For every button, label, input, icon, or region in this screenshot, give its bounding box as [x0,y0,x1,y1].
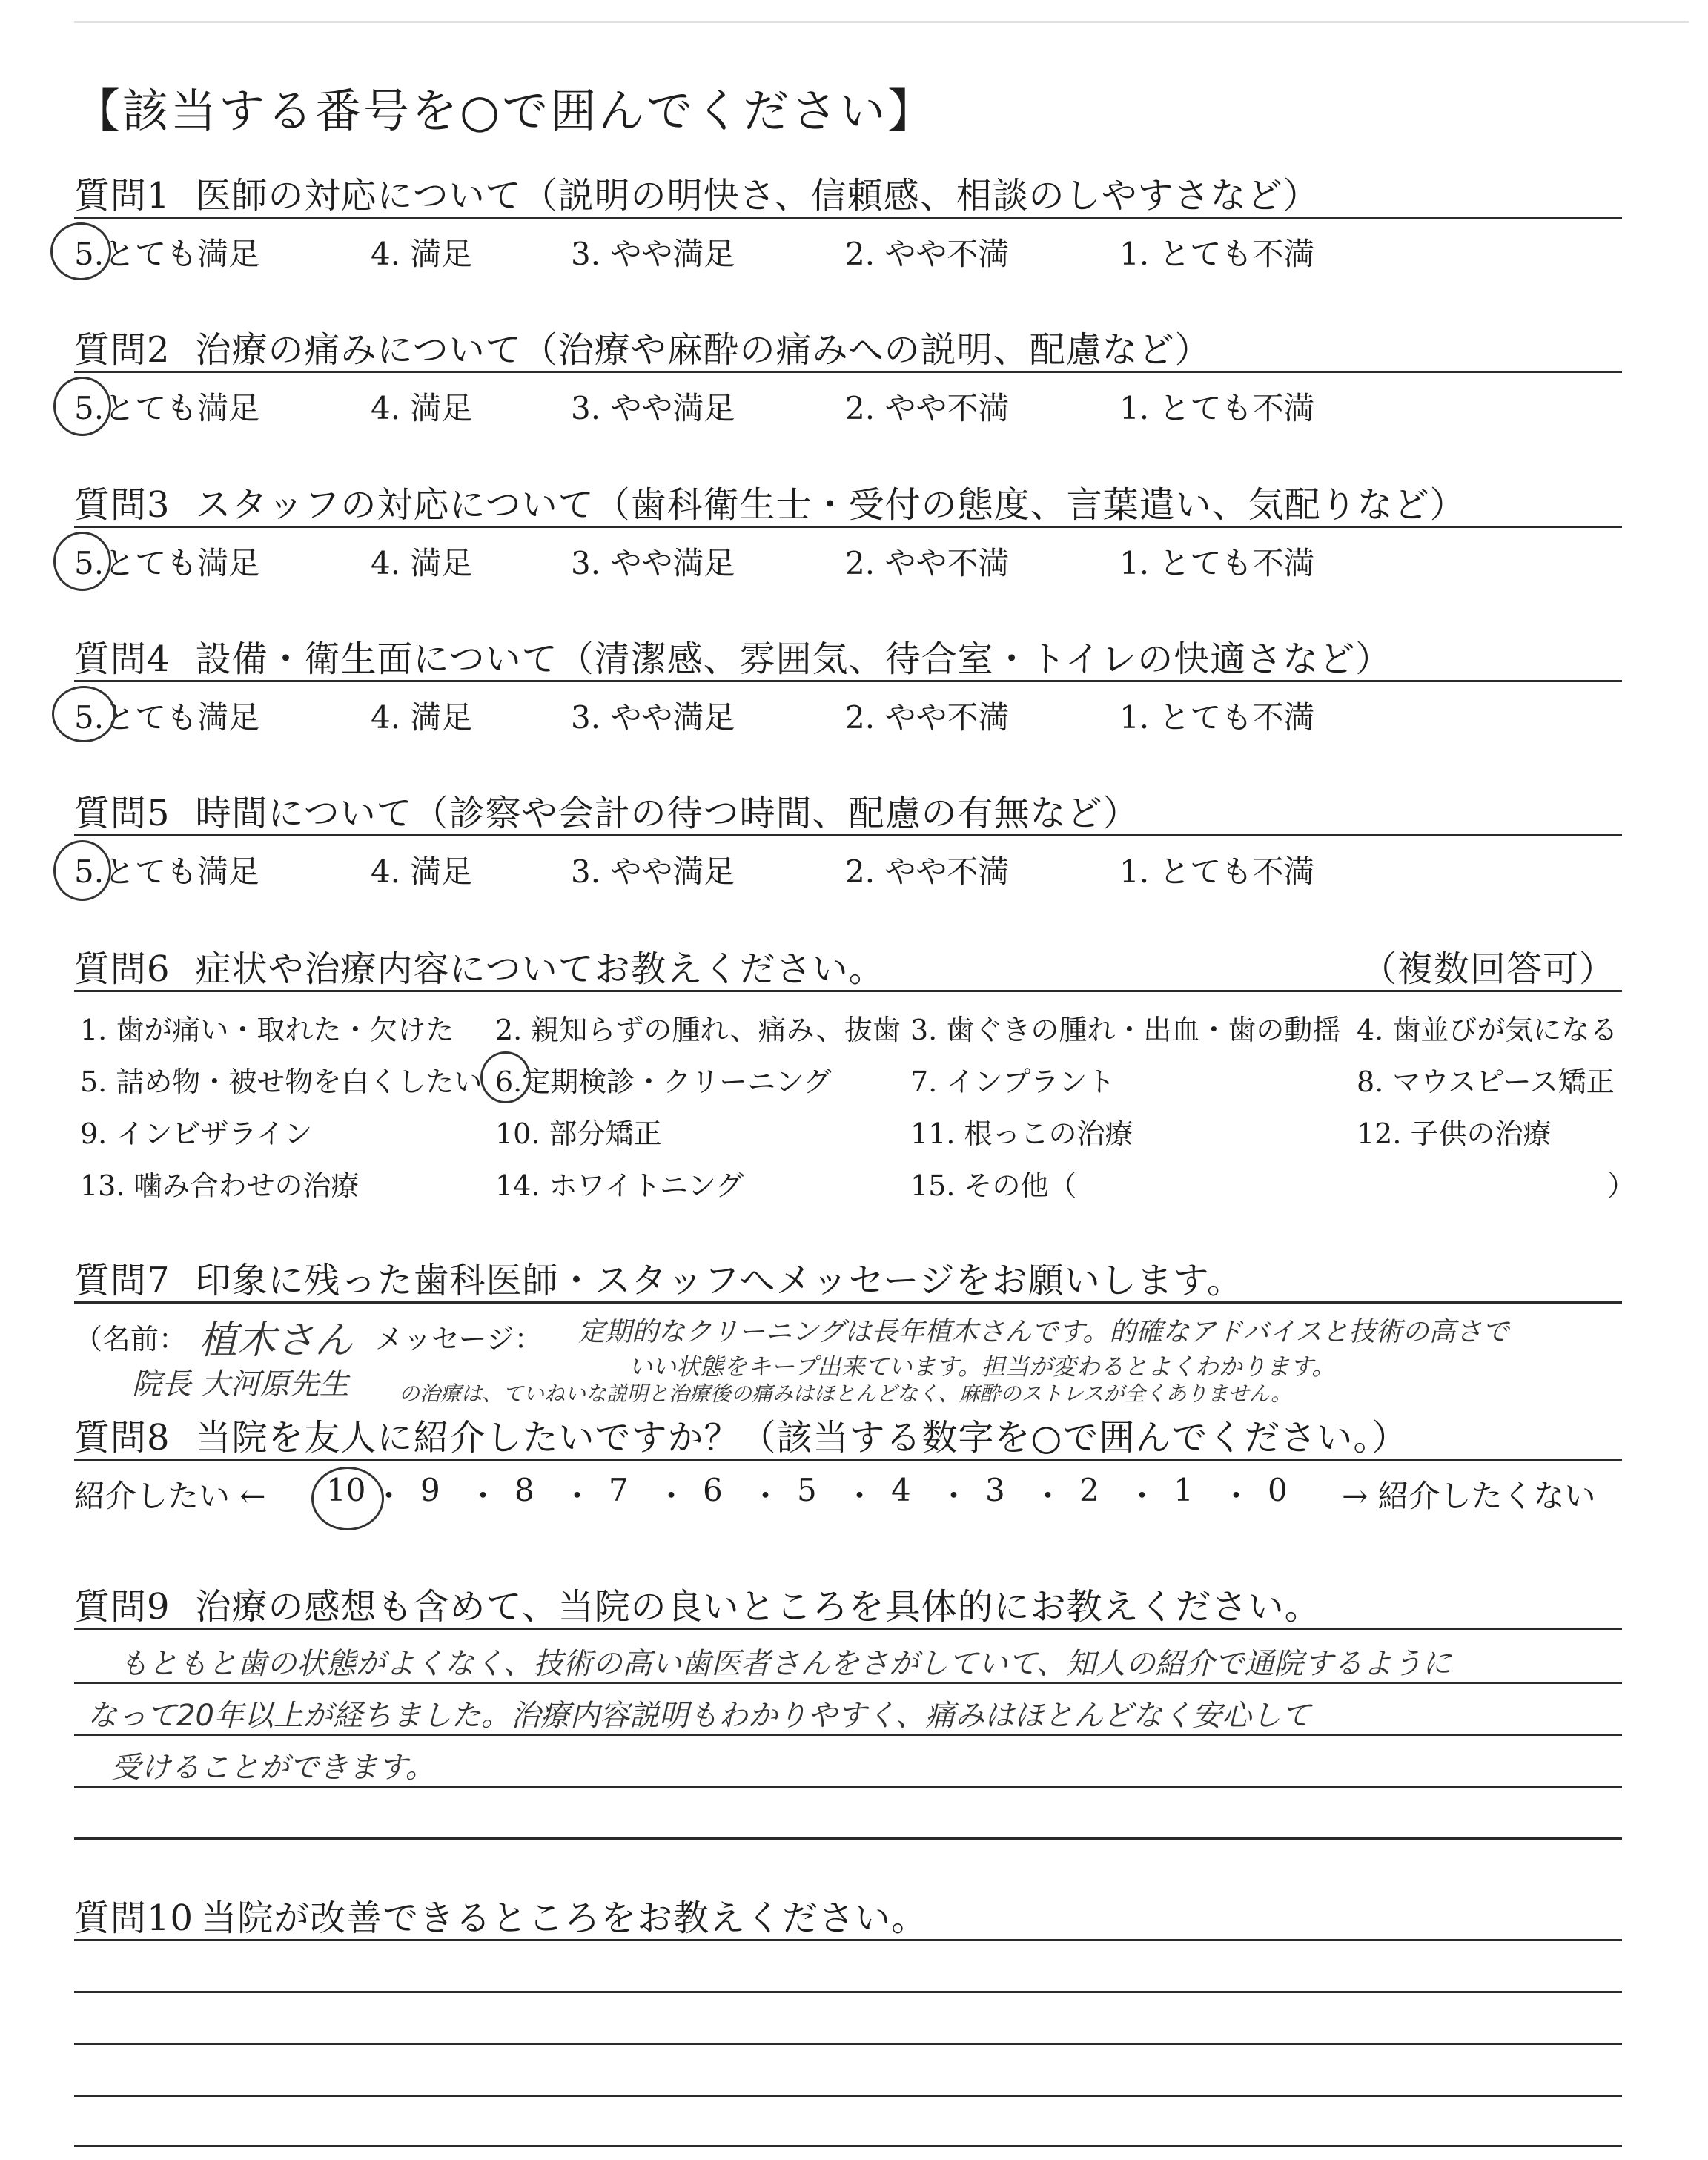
q6-option-2[interactable]: 2. 親知らずの腫れ、痛み、抜歯 [495,1014,901,1046]
q8-scale-5[interactable]: 5 [797,1472,817,1508]
q8-scale-dot: ・ [1126,1478,1158,1514]
question-8-rule [74,1459,1622,1461]
q8-left-label: 紹介したい ← [74,1478,266,1514]
q9-answer-text-1[interactable]: もともと歯の状態がよくなく、技術の高い歯医者さんをさがしていて、知人の紹介で通院するように [119,1647,1452,1681]
q6-option-4[interactable]: 4. 歯並びが気になる [1357,1014,1618,1046]
q8-scale-dot: ・ [561,1478,593,1514]
q8-scale-8[interactable]: 8 [514,1472,534,1508]
q8-scale-4[interactable]: 4 [891,1472,911,1508]
q8-scale-0[interactable]: 0 [1268,1472,1288,1508]
question-9-text: 治療の感想も含めて、当院の良いところを具体的にお教えください。 [195,1586,1321,1628]
q3-option-1[interactable]: 1. とても不満 [1119,545,1315,581]
q6-option-15-close: ） [1607,1169,1636,1202]
question-1 [74,167,1320,218]
q2-option-2[interactable]: 2. やや不満 [845,390,1010,426]
question-1-rule [74,217,1622,219]
q7-name-label: （名前： [74,1323,188,1355]
question-7 [74,1252,1243,1303]
q1-option-3[interactable]: 3. やや満足 [571,236,735,272]
q9-answer-line-4 [74,1837,1622,1840]
q3-option-5[interactable]: 5.とても満足 [74,545,260,581]
question-6-note: （複数回答可） [1361,948,1616,990]
question-3-text: スタッフの対応について（歯科衛生士・受付の態度、言葉遣い、気配りなど） [195,484,1466,526]
q10-answer-line-3 [74,2095,1622,2097]
q4-option-4[interactable]: 4. 満足 [371,699,473,736]
question-3-rule [74,526,1622,528]
q6-option-9[interactable]: 9. インビザライン [80,1117,313,1150]
q6-option-11[interactable]: 11. 根っこの治療 [910,1117,1133,1150]
q4-option-2[interactable]: 2. やや不満 [845,699,1010,736]
q6-option-13[interactable]: 13. 噛み合わせの治療 [80,1169,360,1202]
question-8 [74,1409,1408,1460]
q3-option-4[interactable]: 4. 満足 [371,545,473,581]
question-7-rule [74,1301,1622,1304]
q2-option-3[interactable]: 3. やや満足 [571,390,735,426]
q6-option-5[interactable]: 5. 詰め物・被せ物を白くしたい [80,1066,483,1098]
question-4-text: 設備・衛生面について（清潔感、雰囲気、待合室・トイレの快適さなど） [195,638,1392,680]
q8-scale-dot: ・ [655,1478,687,1514]
q1-option-2[interactable]: 2. やや不満 [845,236,1010,272]
q2-option-5[interactable]: 5.とても満足 [74,390,260,426]
q4-selected-circle [52,686,116,742]
q8-scale-6[interactable]: 6 [703,1472,723,1508]
q6-option-15[interactable]: 15. その他（ [910,1169,1077,1202]
q8-scale-10[interactable]: 10 [326,1472,366,1508]
q3-option-3[interactable]: 3. やや満足 [571,545,735,581]
q8-scale-dot: ・ [844,1478,875,1514]
q8-scale-dot: ・ [938,1478,970,1514]
q6-option-3[interactable]: 3. 歯ぐきの腫れ・出血・歯の動揺 [910,1014,1341,1046]
question-9-rule [74,1628,1622,1630]
q5-option-2[interactable]: 2. やや不満 [845,853,1010,890]
q7-message-line-1[interactable]: 定期的なクリーニングは長年植木さんです。的確なアドバイスと技術の高さで [578,1317,1509,1347]
q6-option-12[interactable]: 12. 子供の治療 [1357,1117,1552,1150]
q1-selected-circle [50,222,111,280]
q7-name-value[interactable]: 植木さん [199,1318,354,1363]
q8-scale-dot: ・ [373,1478,405,1514]
question-10 [74,1889,927,1941]
top-edge-line [74,21,1689,23]
question-1-text: 医師の対応について（説明の明快さ、信頼感、相談のしやすさなど） [195,175,1320,217]
question-9-number: 質問9 [74,1586,171,1628]
q7-name-value-2[interactable]: 院長 大河原先生 [132,1367,349,1401]
q6-option-10[interactable]: 10. 部分矯正 [495,1117,662,1150]
q8-scale-1[interactable]: 1 [1174,1472,1194,1508]
q8-right-label: → 紹介したくない [1342,1478,1596,1514]
q8-scale-dot: ・ [749,1478,781,1514]
question-5-rule [74,834,1622,836]
q1-option-1[interactable]: 1. とても不満 [1119,236,1315,272]
q10-answer-line-2 [74,2043,1622,2045]
q7-message-label: メッセージ： [375,1323,543,1355]
question-6-rule [74,990,1622,992]
q3-option-2[interactable]: 2. やや不満 [845,545,1010,581]
question-9 [74,1578,1321,1629]
q8-scale-dot: ・ [1220,1478,1252,1514]
question-6 [74,940,885,991]
question-3 [74,476,1466,527]
q3-selected-circle [53,532,111,591]
question-8-text: 当院を友人に紹介したいですか？（該当する数字を○で囲んでください。） [195,1417,1409,1459]
q2-selected-circle [53,377,111,436]
question-6-number: 質問6 [74,948,171,990]
q9-answer-text-3[interactable]: 受けることができます。 [111,1751,435,1785]
q6-option-14[interactable]: 14. ホワイトニング [495,1169,744,1202]
q7-message-line-3[interactable]: の治療は、ていねいな説明と治療後の痛みはほとんどなく、麻酔のストレスが全くありません。 [399,1381,1292,1406]
q4-option-1[interactable]: 1. とても不満 [1119,699,1315,736]
question-1-number: 質問1 [74,175,171,217]
question-7-text: 印象に残った歯科医師・スタッフへメッセージをお願いします。 [195,1260,1243,1301]
q4-option-3[interactable]: 3. やや満足 [571,699,735,736]
question-5-text: 時間について（診察や会計の待つ時間、配慮の有無など） [195,793,1139,834]
q7-message-line-2[interactable]: いい状態をキープ出来ています。担当が変わるとよくわかります。 [629,1353,1336,1381]
q6-option-8[interactable]: 8. マウスピース矯正 [1357,1066,1615,1098]
q6-option-1[interactable]: 1. 歯が痛い・取れた・欠けた [80,1014,454,1046]
question-10-rule [74,1939,1622,1941]
question-6-text: 症状や治療内容についてお教えください。 [195,948,885,990]
q1-option-5[interactable]: 5.とても満足 [74,236,260,272]
q8-scale-2[interactable]: 2 [1079,1472,1099,1508]
q8-selected-circle [311,1467,384,1530]
question-5 [74,785,1139,836]
q1-option-4[interactable]: 4. 満足 [371,236,473,272]
q5-option-3[interactable]: 3. やや満足 [571,853,735,890]
q4-option-5[interactable]: 5.とても満足 [74,699,260,736]
q8-scale-7[interactable]: 7 [609,1472,629,1508]
question-7-number: 質問7 [74,1260,171,1301]
question-10-number: 質問10 [74,1898,194,1939]
form-header: 【該当する番号を○で囲んでください】 [74,84,936,138]
question-8-number: 質問8 [74,1417,171,1459]
q10-answer-line-1 [74,1991,1622,1993]
q6-selected-circle [480,1051,531,1103]
q5-selected-circle [53,840,111,901]
q2-option-1[interactable]: 1. とても不満 [1119,390,1315,426]
q8-scale-3[interactable]: 3 [985,1472,1005,1508]
q8-scale-dot: ・ [1032,1478,1064,1514]
q10-answer-line-4 [74,2145,1622,2147]
question-10-text: 当院が改善できるところをお教えください。 [201,1898,928,1939]
question-4 [74,630,1391,681]
q2-option-4[interactable]: 4. 満足 [371,390,473,426]
q9-answer-text-2[interactable]: なって20年以上が経ちました。治療内容説明もわかりやすく、痛みはほとんどなく安心して [87,1699,1311,1733]
question-4-number: 質問4 [74,638,171,680]
question-2-text: 治療の痛みについて（治療や麻酔の痛みへの説明、配慮など） [195,329,1211,371]
question-2-rule [74,371,1622,373]
question-2 [74,321,1211,372]
question-2-number: 質問2 [74,329,171,371]
q5-option-1[interactable]: 1. とても不満 [1119,853,1315,890]
q6-option-6[interactable]: 6.定期検診・クリーニング [495,1066,832,1098]
q6-option-7[interactable]: 7. インプラント [910,1066,1116,1098]
q8-scale-9[interactable]: 9 [420,1472,440,1508]
q8-scale-dot: ・ [467,1478,499,1514]
q5-option-5[interactable]: 5.とても満足 [74,853,260,890]
question-5-number: 質問5 [74,793,171,834]
question-3-number: 質問3 [74,484,171,526]
question-4-rule [74,680,1622,682]
q5-option-4[interactable]: 4. 満足 [371,853,473,890]
